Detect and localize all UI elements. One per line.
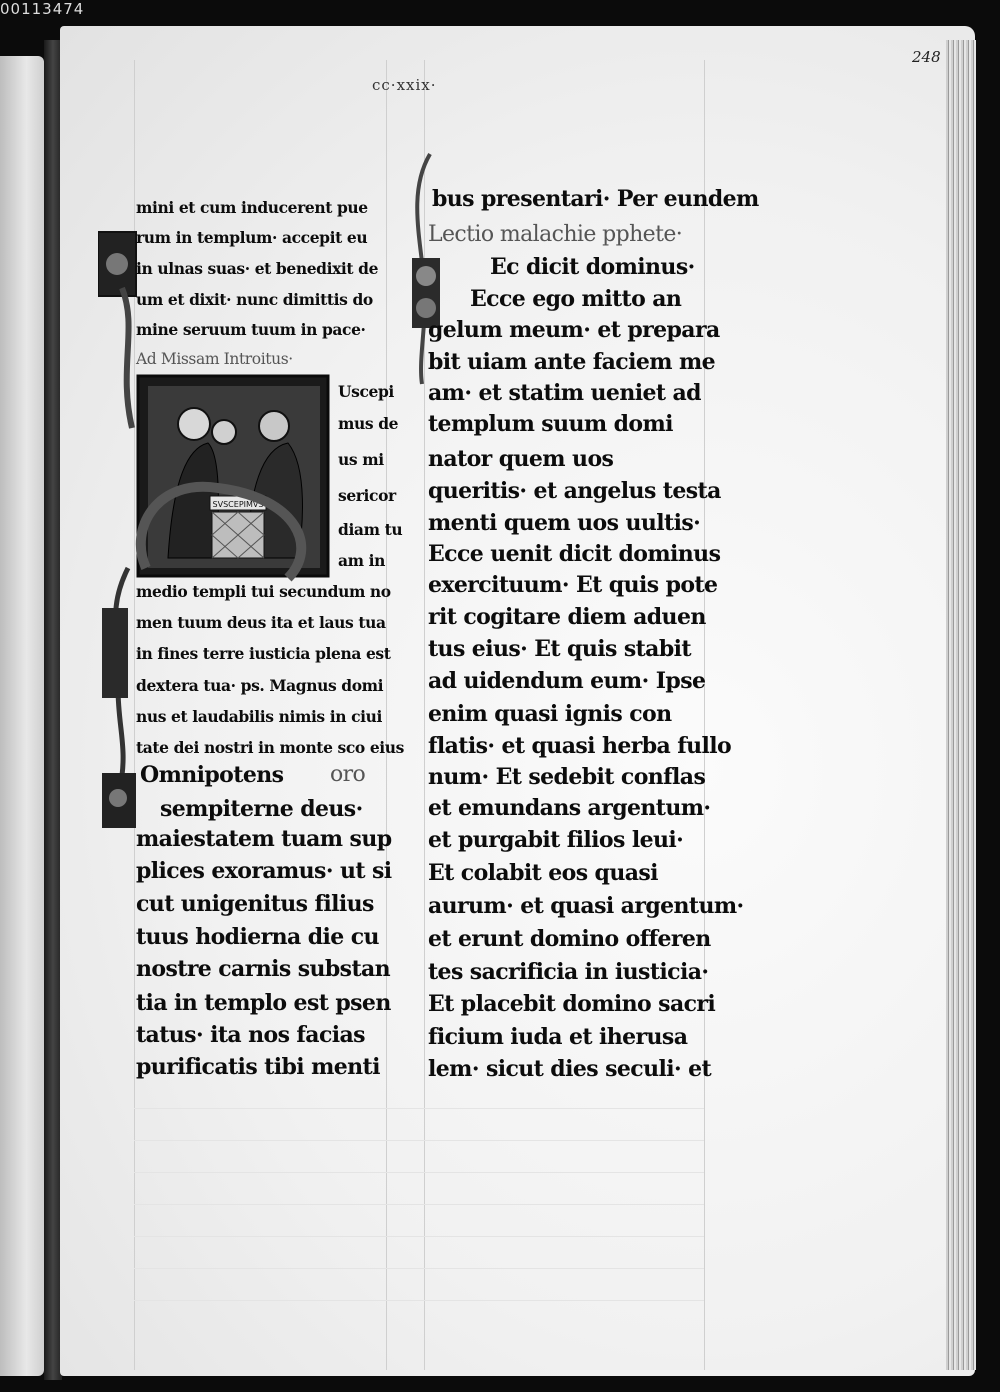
text-line: aurum· et quasi argentum·	[428, 893, 744, 919]
text-line: et erunt domino offeren	[428, 926, 711, 952]
text-line: bus presentari· Per eundem	[432, 186, 759, 212]
text-line: um et dixit· nunc dimittis do	[136, 290, 373, 309]
text-line: am· et statim ueniet ad	[428, 380, 701, 406]
text-line: in fines terre iusticia plena est	[136, 644, 391, 663]
text-line: Et placebit domino sacri	[428, 991, 716, 1017]
text-line: ficium iuda et iherusa	[428, 1024, 688, 1050]
text-line: nostre carnis substan	[136, 956, 391, 982]
text-line: nator quem uos	[428, 446, 614, 472]
text-line: lem· sicut dies seculi· et	[428, 1056, 712, 1082]
text-line: ad uidendum eum· Ipse	[428, 668, 706, 694]
text-line: in ulnas suas· et benedixit de	[136, 259, 379, 278]
text-line: Uscepi	[338, 382, 394, 401]
rubric-oratio: oro	[330, 762, 366, 787]
text-line: men tuum deus ita et laus tua	[136, 613, 386, 632]
text-line: diam tu	[338, 520, 403, 539]
text-line: rum in templum· accepit eu	[136, 228, 368, 247]
text-line: et emundans argentum·	[428, 795, 711, 821]
text-line: num· Et sedebit conflas	[428, 764, 706, 790]
running-head: cc·xxix·	[372, 76, 437, 94]
shelfmark-label: 00113474	[0, 0, 85, 18]
text-line: Ecce uenit dicit dominus	[428, 541, 721, 567]
text-line: medio templi tui secundum no	[136, 582, 391, 601]
miniature-caption: SVSCEPIMVS	[212, 500, 264, 509]
folio-number: 248	[912, 48, 941, 66]
ruling-horizontal	[134, 1236, 704, 1237]
text-line: Ecce ego mitto an	[470, 286, 682, 312]
text-line: templum suum domi	[428, 411, 673, 437]
text-line: sericor	[338, 486, 396, 505]
text-line: nus et laudabilis nimis in ciui	[136, 707, 382, 726]
rubric-introit: Ad Missam Introitus·	[136, 350, 293, 368]
ruling-horizontal	[134, 1268, 704, 1269]
text-line: exercituum· Et quis pote	[428, 572, 718, 598]
text-line: et purgabit filios leui·	[428, 827, 684, 853]
oratio-first-line: Omnipotens	[140, 762, 284, 788]
text-line: tuus hodierna die cu	[136, 924, 379, 950]
text-line: tia in templo est psen	[136, 990, 391, 1016]
text-line: cut unigenitus filius	[136, 891, 374, 917]
text-line: queritis· et angelus testa	[428, 478, 721, 504]
text-line: mine seruum tuum in pace·	[136, 320, 366, 339]
text-line: rit cogitare diem aduen	[428, 604, 706, 630]
ruling-vertical	[386, 60, 387, 1370]
text-line: us mi	[338, 450, 384, 469]
text-line: menti quem uos uultis·	[428, 510, 701, 536]
ruling-horizontal	[134, 1140, 704, 1141]
ruling-horizontal	[134, 1172, 704, 1173]
text-line: sempiterne deus·	[160, 796, 363, 822]
text-line: Et colabit eos quasi	[428, 860, 658, 886]
page-fore-edge	[946, 40, 976, 1370]
text-line: purificatis tibi menti	[136, 1054, 380, 1080]
ruling-vertical	[704, 60, 705, 1370]
ruling-horizontal	[134, 1300, 704, 1301]
text-line: bit uiam ante faciem me	[428, 349, 716, 375]
rubric-lectio: Lectio malachie pphete·	[428, 222, 683, 247]
text-line: maiestatem tuam sup	[136, 826, 392, 852]
text-line: Ec dicit dominus·	[490, 254, 695, 280]
text-line: tus eius· Et quis stabit	[428, 636, 691, 662]
text-line: tate dei nostri in monte sco eius	[136, 738, 404, 757]
text-line: tatus· ita nos facias	[136, 1022, 365, 1048]
text-line: mini et cum inducerent pue	[136, 198, 368, 217]
text-line: flatis· et quasi herba fullo	[428, 733, 732, 759]
text-line: dextera tua· ps. Magnus domi	[136, 676, 384, 695]
text-line: gelum meum· et prepara	[428, 317, 720, 343]
text-line: enim quasi ignis con	[428, 701, 672, 727]
ruling-horizontal	[134, 1108, 704, 1109]
text-line: mus de	[338, 414, 399, 433]
text-line: am in	[338, 551, 385, 570]
text-line: plices exoramus· ut si	[136, 858, 392, 884]
ruling-horizontal	[134, 1204, 704, 1205]
text-line: tes sacrificia in iusticia·	[428, 959, 709, 985]
facing-page-edge	[0, 56, 44, 1376]
